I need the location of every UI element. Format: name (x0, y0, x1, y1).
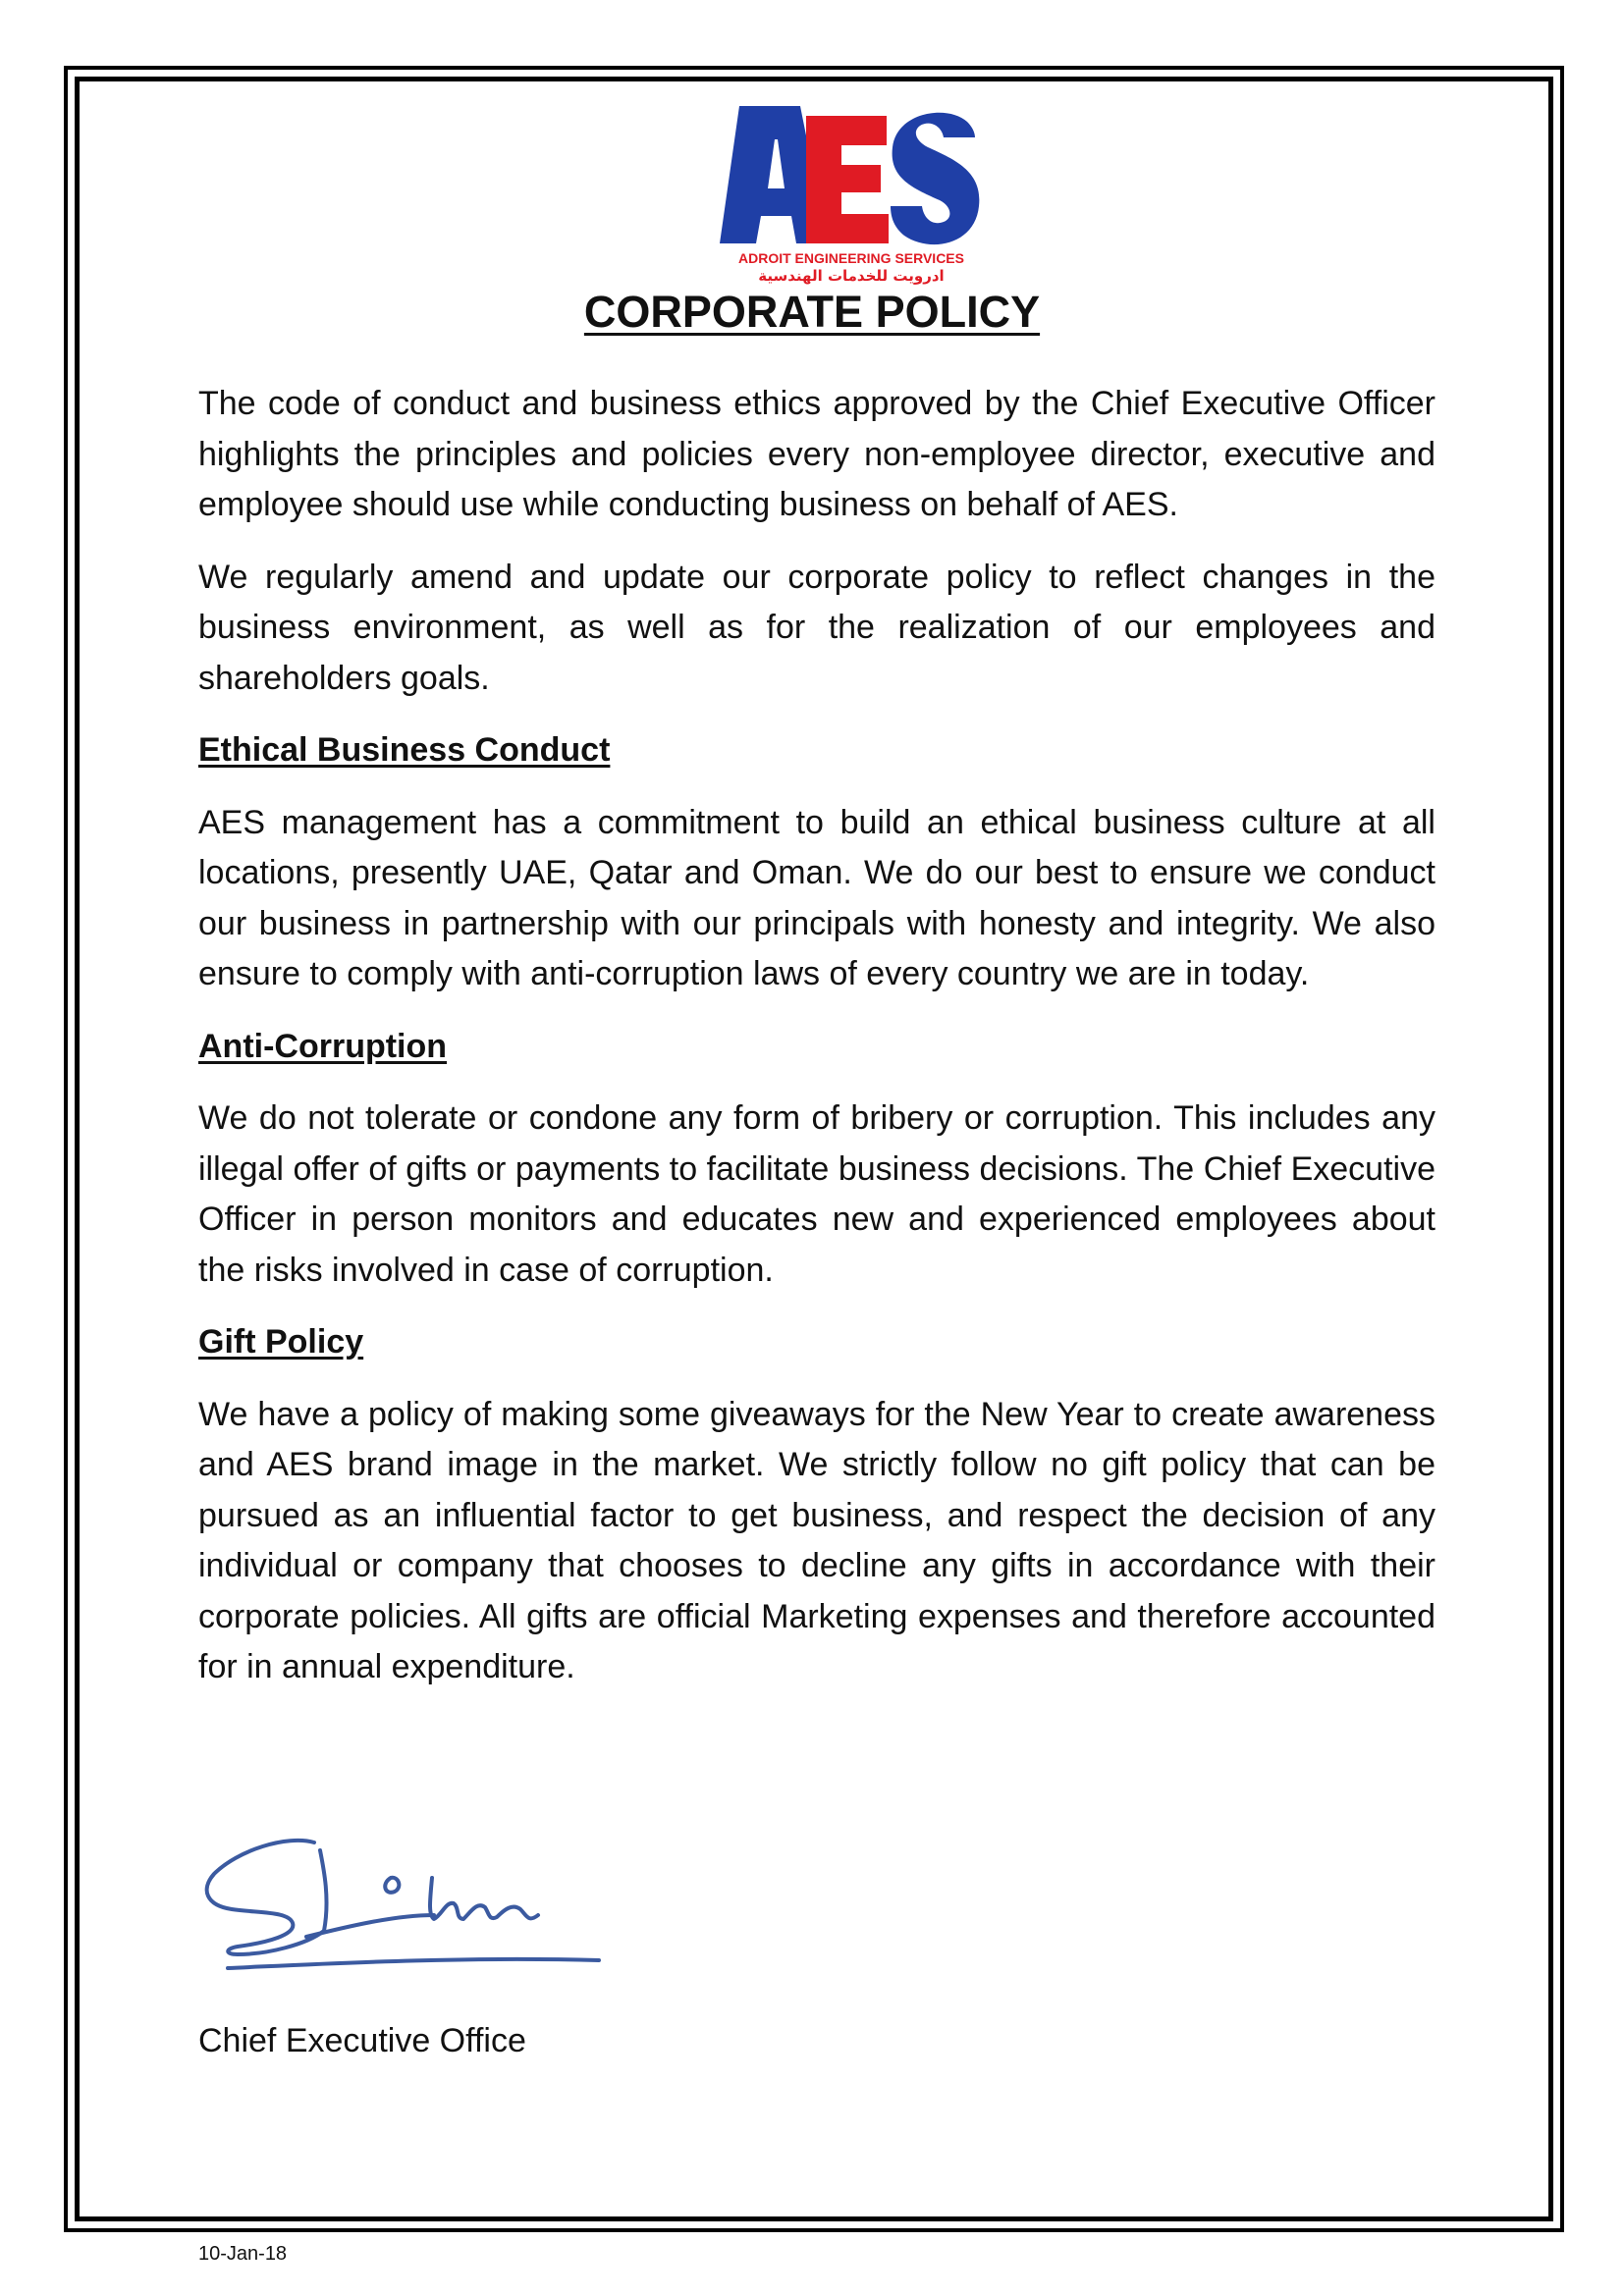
aes-logo-graphic (712, 98, 992, 285)
logo-tagline-ar: ادرويت للخدمات الهندسية (758, 267, 945, 285)
logo-tagline-en: ADROIT ENGINEERING SERVICES (737, 250, 965, 266)
signature-graphic (198, 1821, 611, 1988)
intro-paragraph-2: We regularly amend and update our corporate policy to reflect changes in the business environment, as well as for the realization of our employees and shareholders goals. (198, 558, 1435, 697)
signature (198, 1821, 611, 1988)
section-heading-anti-corruption: Anti-Corruption (198, 1027, 448, 1065)
section-body-anti-corruption: We do not tolerate or condone any form of bribery or corruption. This includes any illegal offer of gifts or payments to facilitate business decisions. The Chief Executive Officer in person monitors and educates new and experienced employees about the risks involved in case of corruption. (198, 1099, 1435, 1289)
policy-body (198, 379, 1435, 1715)
intro-paragraph-1: The code of conduct and business ethics approved by the Chief Executive Officer highlights the principles and policies every non-employee director, executive and employee should use while conducting business on behalf of AES. (198, 385, 1435, 523)
section-heading-gift-policy: Gift Policy (198, 1323, 364, 1361)
document-title-text: CORPORATE POLICY (583, 287, 1041, 337)
section-body-gift-policy: We have a policy of making some giveaways for the New Year to create awareness and AES brand image in the market. We strictly follow no gift policy that can be pursued as an influential factor to get business, and respect the decision of any individual or company that chooses to decline any gifts in accordance with their corporate policies. All gifts are official Marketing expenses and therefore accounted for in annual expenditure. (198, 1395, 1435, 1685)
aes-logo (712, 98, 992, 285)
document-title (0, 283, 1624, 342)
footer-date: 10-Jan-18 (198, 2243, 288, 2265)
signer-title: Chief Executive Office (198, 2022, 526, 2059)
section-body-ethical-conduct: AES management has a commitment to build an ethical business culture at all locations, presently UAE, Qatar and Oman. We do our best to ensure we conduct our business in partnership with our principals with honesty and integrity. We also ensure to comply with anti-corruption laws of every country we are in today. (198, 803, 1435, 992)
section-heading-ethical-conduct: Ethical Business Conduct (198, 731, 611, 769)
